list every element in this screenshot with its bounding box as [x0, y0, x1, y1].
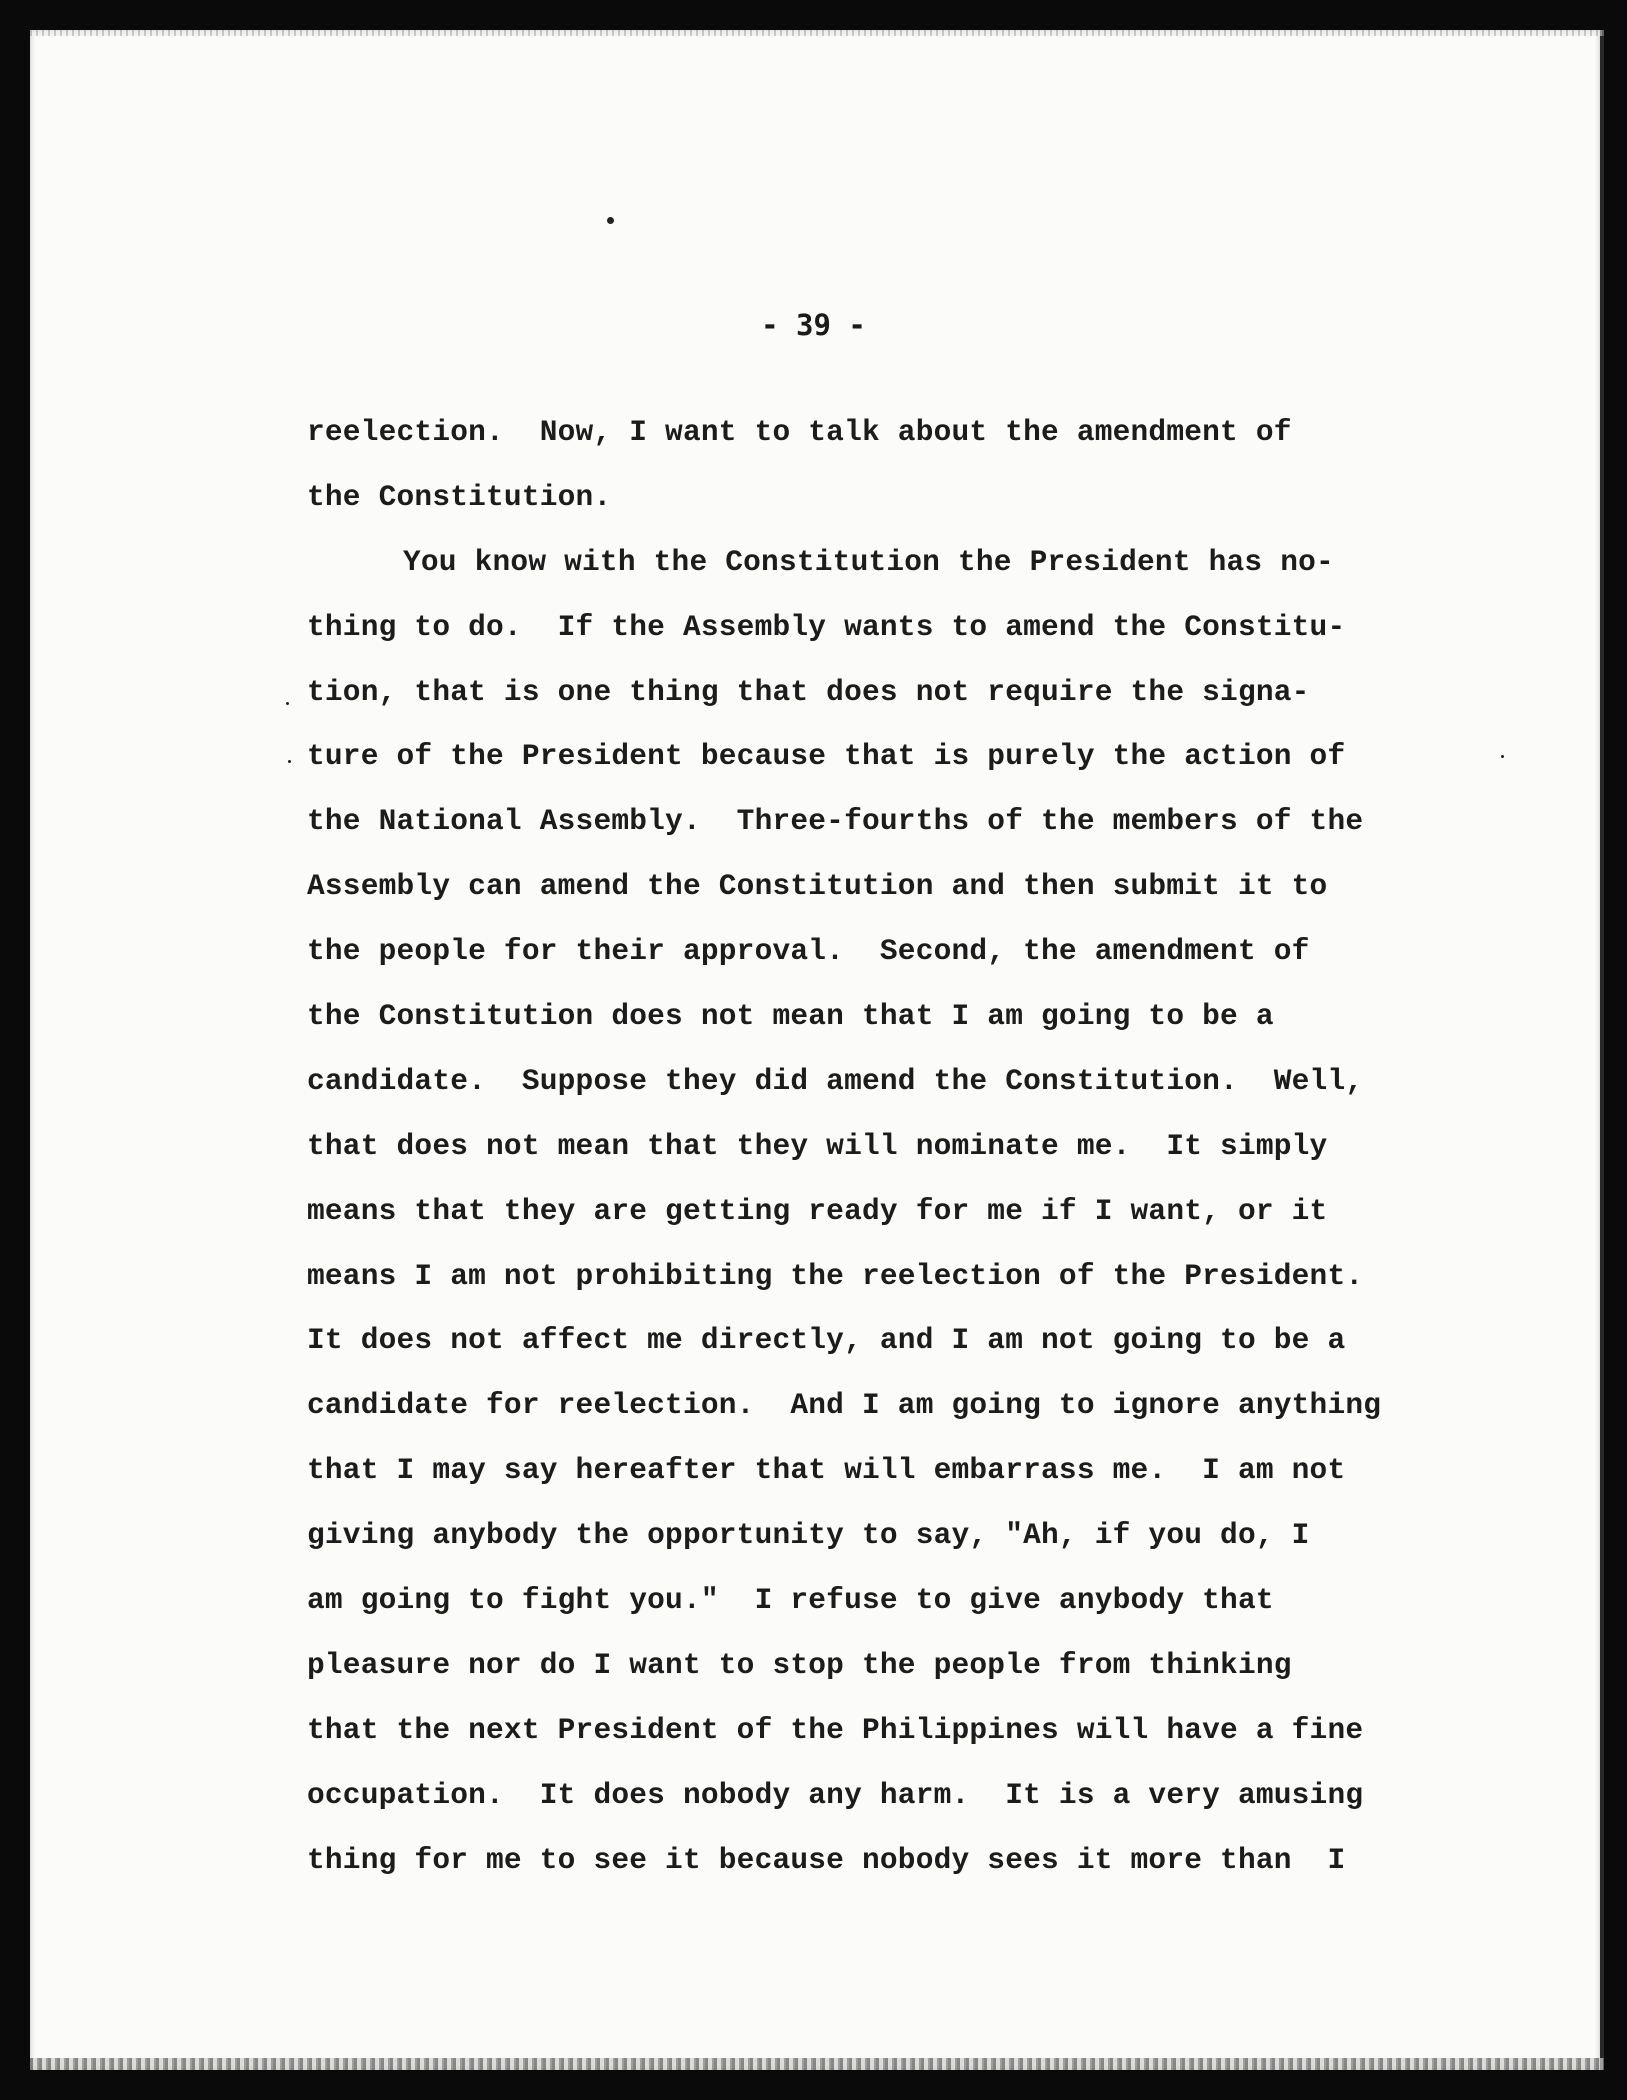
text-line: It does not affect me directly, and I am not going to be a — [307, 1323, 1346, 1358]
page-number: - 39 - — [761, 308, 866, 342]
ink-speck — [288, 760, 291, 763]
text-line: occupation. It does nobody any harm. It is a very amusing — [307, 1777, 1364, 1812]
ink-speck — [607, 217, 614, 224]
text-line: reelection. Now, I want to talk about the amendment of — [307, 415, 1292, 449]
text-line: am going to fight you." I refuse to give anybody that — [307, 1583, 1274, 1618]
text-line: thing to do. If the Assembly wants to amend the Constitu- — [307, 609, 1346, 644]
text-line: the National Assembly. Three-fourths of the members of the — [307, 804, 1364, 839]
text-line: the people for their approval. Second, the amendment of — [307, 934, 1310, 969]
top-edge-shadow — [30, 30, 1604, 36]
text-line: ture of the President because that is purely the action of — [307, 739, 1346, 774]
text-line: candidate for reelection. And I am going to ignore anything — [307, 1388, 1382, 1423]
ink-speck — [1501, 755, 1504, 758]
ink-speck — [286, 702, 289, 705]
text-line: giving anybody the opportunity to say, "Ah, if you do, I — [307, 1518, 1310, 1553]
text-line: that does not mean that they will nominate me. It simply — [307, 1128, 1328, 1163]
text-line: pleasure nor do I want to stop the people from thinking — [307, 1647, 1292, 1682]
text-line: the Constitution does not mean that I am going to be a — [307, 999, 1274, 1034]
text-line: You know with the Constitution the President has no- — [403, 544, 1334, 579]
text-line: means I am not prohibiting the reelection of the President. — [307, 1258, 1364, 1293]
text-line: tion, that is one thing that does not require the signa- — [307, 674, 1310, 709]
text-line: candidate. Suppose they did amend the Constitution. Well, — [307, 1063, 1364, 1098]
text-line: the Constitution. — [307, 479, 612, 514]
text-line: means that they are getting ready for me if I want, or it — [307, 1193, 1328, 1228]
bottom-edge-shadow — [30, 2058, 1604, 2070]
text-line: thing for me to see it because nobody sees it more than I — [307, 1842, 1346, 1877]
text-line: that the next President of the Philippines will have a fine — [307, 1712, 1364, 1747]
text-line: Assembly can amend the Constitution and then submit it to — [307, 869, 1328, 904]
text-line: that I may say hereafter that will embarrass me. I am not — [307, 1453, 1346, 1488]
body-text — [307, 400, 1487, 1892]
